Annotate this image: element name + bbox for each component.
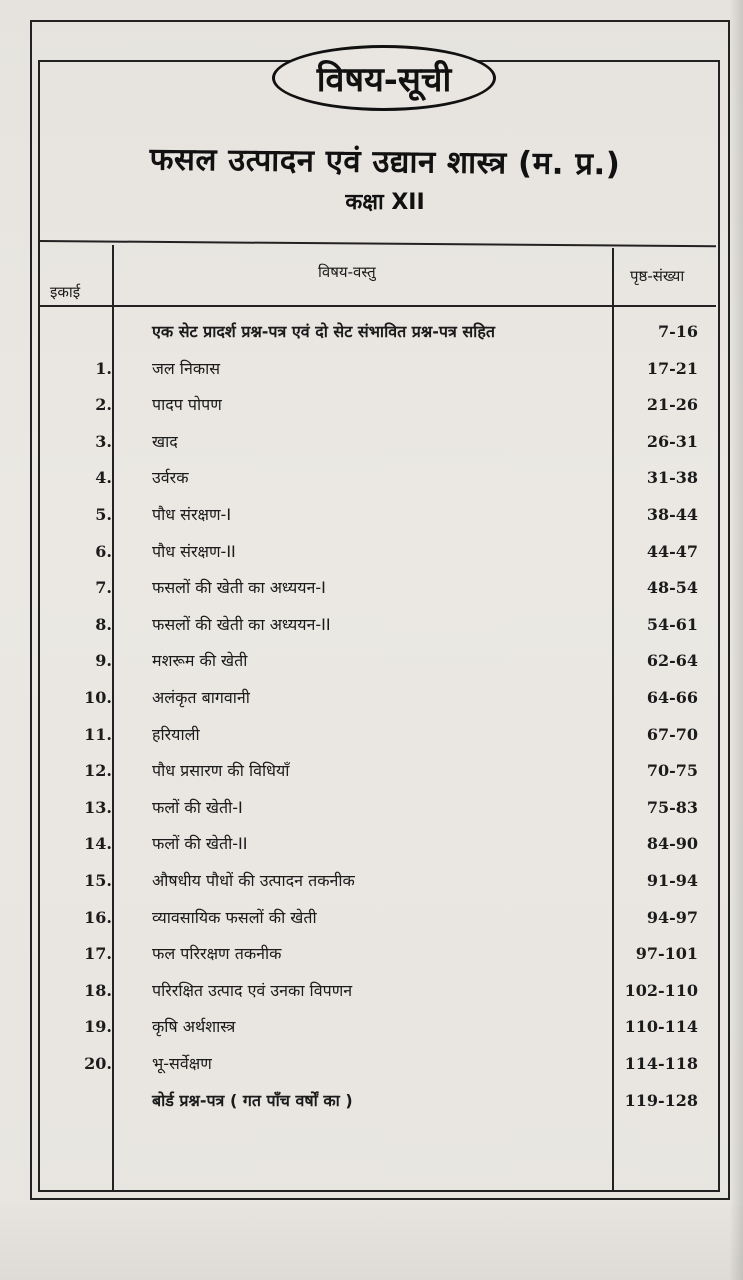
unit-number: 8. [95, 614, 112, 634]
topic-title: उर्वरक [152, 468, 189, 488]
table-row [40, 867, 716, 897]
topic-title: खाद [152, 431, 178, 451]
unit-number: 6. [95, 541, 112, 561]
page-range: 31-38 [646, 468, 698, 488]
unit-number: 20. [84, 1054, 112, 1073]
column-header-unit: इकाई [50, 283, 81, 301]
column-divider-pages [612, 248, 614, 1190]
column-header-pages: पृष्ठ-संख्या [630, 267, 685, 285]
topic-title: फलों की खेती-I [152, 797, 243, 817]
page-title: विषय-सूची [316, 60, 452, 100]
unit-number: 13. [84, 797, 112, 817]
table-row [40, 940, 716, 970]
title-oval [272, 45, 496, 111]
column-divider-unit [112, 245, 114, 1190]
table-row [40, 830, 716, 860]
table-row [40, 1087, 716, 1117]
table-row [40, 647, 716, 677]
topic-title: फसलों की खेती का अध्ययन-II [152, 614, 331, 634]
page-range: 7-16 [657, 322, 698, 341]
topic-title: पौध संरक्षण-II [152, 541, 236, 561]
topic-title: भू-सर्वेक्षण [152, 1054, 212, 1073]
page-range: 119-128 [624, 1090, 698, 1110]
page-range: 62-64 [646, 651, 698, 671]
page-bottom-margin [0, 1205, 743, 1280]
table-row [40, 611, 716, 641]
page-range: 75-83 [646, 797, 698, 817]
table-row [40, 684, 716, 714]
table-row [40, 391, 716, 421]
column-header-topic: विषय-वस्तु [318, 263, 376, 281]
topic-title: परिरक्षित उत्पाद एवं उनका विपणन [152, 980, 353, 1000]
table-row [40, 464, 716, 494]
topic-title: पौध संरक्षण-I [152, 505, 232, 524]
page-range: 67-70 [646, 724, 698, 744]
unit-number: 5. [95, 505, 112, 524]
unit-number: 4. [95, 468, 112, 488]
topic-title: एक सेट प्रादर्श प्रश्न-पत्र एवं दो सेट संभावित प्रश्न-पत्र सहित [152, 322, 495, 341]
topic-title: फलों की खेती-II [152, 834, 248, 854]
unit-number: 17. [84, 944, 112, 964]
unit-number: 18. [84, 980, 112, 1000]
topic-title: हरियाली [152, 724, 200, 744]
topic-title: फल परिरक्षण तकनीक [152, 944, 282, 964]
table-row [40, 1050, 716, 1080]
table-row [40, 904, 716, 934]
topic-title: बोर्ड प्रश्न-पत्र ( गत पाँच वर्षों का ) [152, 1090, 353, 1110]
page-range: 70-75 [646, 761, 698, 781]
unit-number: 1. [95, 358, 112, 378]
page-range: 54-61 [646, 614, 698, 634]
topic-title: फसलों की खेती का अध्ययन-I [152, 578, 326, 598]
table-header-rule [40, 305, 716, 307]
table-row [40, 355, 716, 385]
topic-title: पौध प्रसारण की विधियाँ [152, 761, 290, 781]
unit-number: 10. [84, 688, 112, 707]
page-range: 102-110 [624, 980, 698, 1000]
page-range: 97-101 [635, 944, 698, 964]
table-row [40, 574, 716, 604]
page-range: 84-90 [646, 834, 698, 854]
topic-title: व्यावसायिक फसलों की खेती [152, 907, 317, 927]
page-range: 114-118 [624, 1054, 698, 1073]
page-range: 21-26 [646, 395, 698, 415]
book-heading: फसल उत्पादन एवं उद्यान शास्त्र (म. प्र.) [149, 141, 621, 183]
unit-number: 14. [84, 834, 112, 854]
table-row [40, 721, 716, 751]
page-edge-shadow [729, 0, 743, 1280]
table-row [40, 794, 716, 824]
topic-title: अलंकृत बागवानी [152, 688, 250, 707]
page-range: 44-47 [646, 541, 698, 561]
table-row [40, 977, 716, 1007]
unit-number: 3. [95, 431, 112, 451]
topic-title: मशरूम की खेती [152, 651, 248, 671]
table-row [40, 428, 716, 458]
page-range: 64-66 [646, 688, 698, 707]
topic-title: पादप पोपण [152, 395, 222, 415]
topic-title: जल निकास [152, 358, 221, 378]
unit-number: 2. [95, 395, 112, 415]
unit-number: 19. [84, 1017, 112, 1037]
page-range: 38-44 [646, 505, 698, 524]
page-range: 26-31 [646, 431, 698, 451]
table-row [40, 757, 716, 787]
table-row [40, 538, 716, 568]
unit-number: 12. [84, 761, 112, 781]
table-row [40, 318, 716, 348]
unit-number: 9. [95, 651, 112, 671]
page-range: 91-94 [646, 871, 698, 890]
topic-title: औषधीय पौधों की उत्पादन तकनीक [152, 871, 355, 890]
page-range: 48-54 [646, 578, 698, 598]
unit-number: 15. [84, 871, 112, 890]
unit-number: 7. [95, 578, 112, 598]
page-range: 17-21 [646, 358, 698, 378]
page-range: 110-114 [624, 1017, 698, 1037]
unit-number: 11. [84, 724, 112, 744]
class-subheading: कक्षा XII [345, 190, 425, 215]
unit-number: 16. [84, 907, 112, 927]
table-row [40, 1013, 716, 1043]
topic-title: कृषि अर्थशास्त्र [152, 1017, 236, 1037]
table-row [40, 501, 716, 531]
page-range: 94-97 [646, 907, 698, 927]
